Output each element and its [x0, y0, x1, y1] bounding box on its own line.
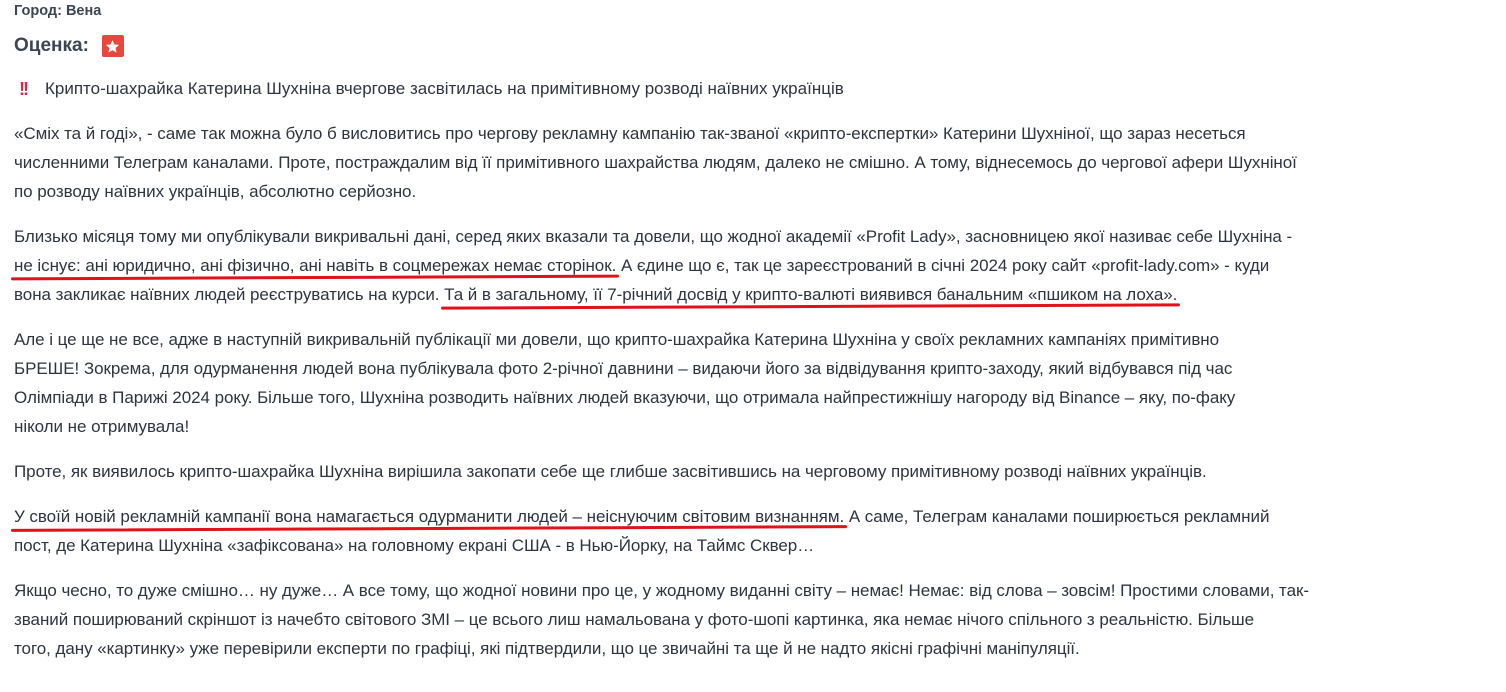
star-icon [102, 35, 124, 57]
underlined-claim: У своїй новій рекламній кампанії вона намагається одурманити людей – неіснуючим світовим визнанням. [14, 507, 845, 526]
text-line: Якщо чесно, то дуже смішно… ну дуже… А все тому, що жодної новини про це, у жодному виданні світу – немає! Немає: від слова – зовсім! Простими словами, так- [14, 581, 1309, 600]
text-segment: А єдине що є, так це зареєстрований в січні 2024 року сайт «profit-lady.com» - куди [616, 256, 1270, 275]
text-segment: А саме, Телеграм каналами поширюється рекламний [844, 507, 1270, 526]
paragraph-1 [14, 119, 1494, 206]
text-line: «Сміх та й годі», - саме так можна було б висловитись про чергову рекламну кампанію так-званої «крипто-експертки» Катерини Шухніної, що зараз несеться [14, 124, 1246, 143]
text-line: званий поширюваний скріншот із начебто світового ЗМІ – це всього лиш намальована у фото-шопі картинка, яка немає нічого спільного з реальністю. Більше [14, 610, 1255, 629]
text-line: ніколи не отримувала! [14, 417, 190, 436]
headline [14, 77, 1494, 101]
text-line: Але і це ще не все, адже в наступній викривальній публікації ми довели, що крипто-шахрайка Катерина Шухніна у своїх рекламних кампаніях примітивно [14, 330, 1220, 349]
double-exclamation-icon: !! [19, 78, 27, 99]
text-line: Олімпіади в Парижі 2024 року. Більше того, Шухніна розводить наївних людей вказуючи, що отримала найпрестижнішу нагороду від Binance – яку, по-факу [14, 388, 1236, 407]
text-line: БРЕШЕ! Зокрема, для одурманення людей вона публікувала фото 2-річної давнини – видаючи його за відвідування крипто-заходу, який відбувався під час [14, 359, 1233, 378]
city-label: Город: Вена [14, 3, 102, 19]
text-segment: вона закликає наївних людей реєструватись на курси. [14, 285, 445, 304]
text-line: пост, де Катерина Шухніна «зафіксована» на головному екрані США - в Нью-Йорку, на Таймс Сквер… [14, 536, 815, 555]
text-line: Близько місяця тому ми опублікували викривальні дані, серед яких вказали та довели, що жодної академії «Profit Lady», засновницею якої називає себе Шухніна - [14, 227, 1293, 246]
star-glyph [105, 39, 120, 54]
text-line: того, дану «картинку» уже перевірили експерти по графіці, які підтвердили, що це звичайні та ще й не надто якісні графічні маніпуляції. [14, 639, 1080, 658]
rating-row [14, 34, 1494, 58]
paragraph-6 [14, 576, 1494, 663]
review-content [14, 0, 1494, 663]
paragraph-5 [14, 502, 1494, 560]
text-line: по розводу наївних українців, абсолютно серйозно. [14, 182, 417, 201]
paragraph-4 [14, 457, 1494, 486]
underlined-claim: Та й в загальному, її 7-річний досвід у крипто-валюті виявився банальним «пшиком на лоха». [444, 285, 1178, 304]
underlined-claim: не існує: ані юридично, ані фізично, ані навіть в соцмережах немає сторінок. [14, 256, 617, 275]
paragraph-3 [14, 325, 1494, 441]
paragraph-2 [14, 222, 1494, 309]
text-line: Проте, як виявилось крипто-шахрайка Шухніна вирішила закопати себе ще глибше засвітившись на черговому примітивному розводі наївних українців. [14, 462, 1207, 481]
headline-text: Крипто-шахрайка Катерина Шухніна вчергове засвітилась на примітивному розводі наївних українців [45, 79, 844, 98]
rating-label: Оценка: [14, 35, 89, 56]
text-line: численними Телеграм каналами. Проте, постраждалим від її примітивного шахрайства людям, далеко не смішно. А тому, віднесемось до чергової афери Шухніної [14, 153, 1297, 172]
